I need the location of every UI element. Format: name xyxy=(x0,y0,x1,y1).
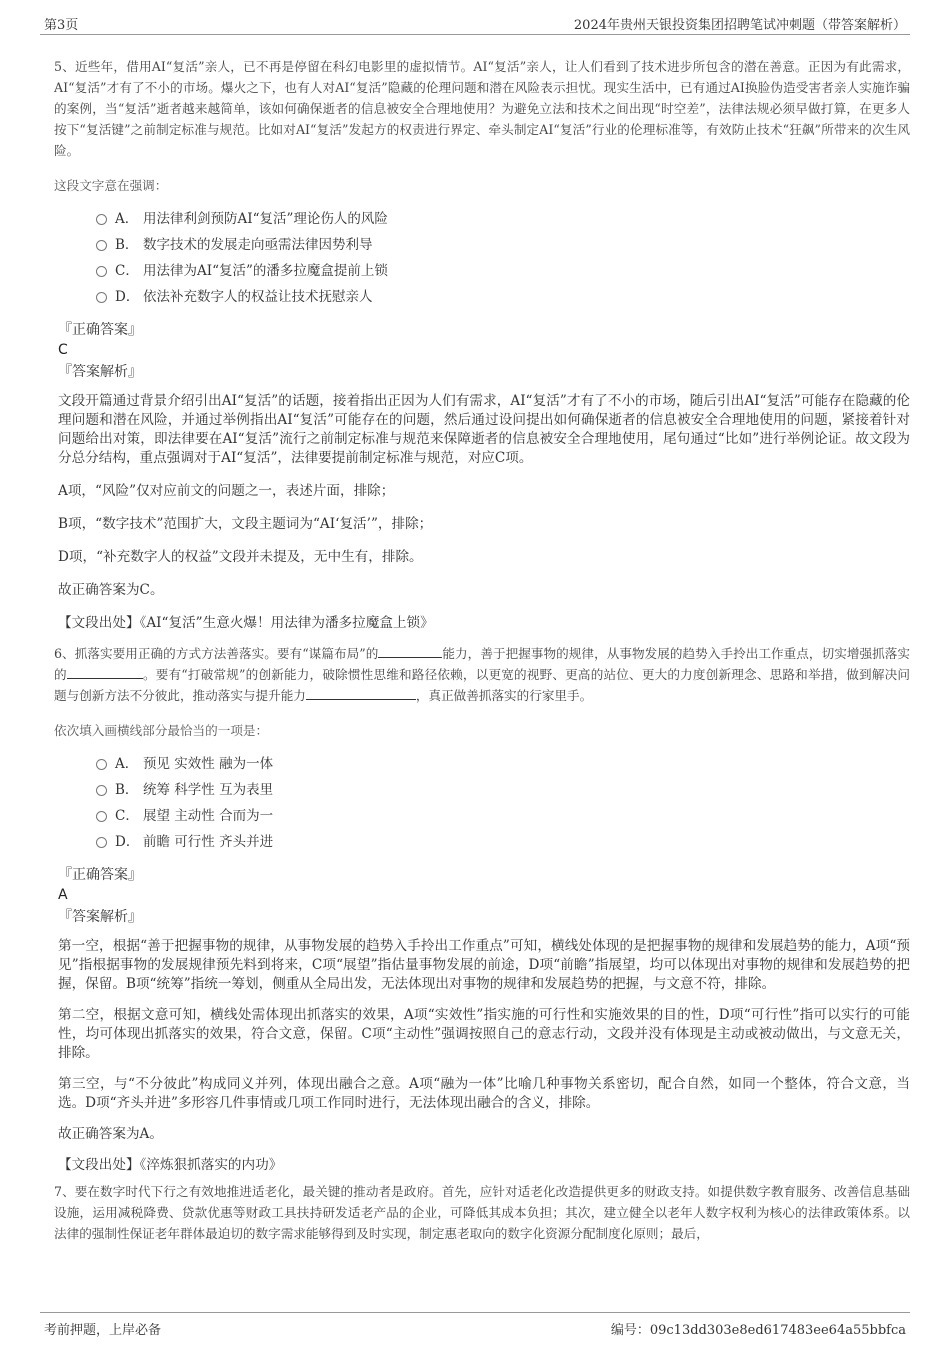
analysis-paragraph: D项，“补充数字人的权益”文段并未提及，无中生有，排除。 xyxy=(58,549,423,565)
question-prompt: 依次填入画横线部分最恰当的一项是： xyxy=(54,723,269,738)
footer-slogan: 考前押题，上岸必备 xyxy=(44,1323,162,1338)
option-a[interactable]: A． 用法律利剑预防AI“复活”理论伤人的风险 xyxy=(96,206,910,232)
analysis-paragraph: 第一空，根据“善于把握事物的规律，从事物发展的趋势入手拎出工作重点”可知，横线处体现的是把握事物的规律和发展趋势的能力，A项“预见”指根据事物的发展规律预先料到将来，C项“展望”指估量事物发展的前途，D项“前瞻”指展望，均可以体现出对事物的规律和发展趋势的把握，保留。B项“统筹”指统一筹划，侧重从全局出发，无法体现出对事物的规律和发展趋势的把握，与文意不符，排除。 xyxy=(58,938,910,992)
option-b[interactable]: B． 统筹 科学性 互为表里 xyxy=(96,777,910,803)
correct-answer: A xyxy=(58,887,68,903)
correct-answer: C xyxy=(58,342,68,358)
radio-icon[interactable] xyxy=(96,292,107,303)
radio-icon[interactable] xyxy=(96,759,107,770)
analysis-label: 『答案解析』 xyxy=(58,364,142,380)
options-list xyxy=(96,206,910,310)
analysis-paragraph: 文段开篇通过背景介绍引出AI“复活”的话题，接着指出正因为人们有需求，AI“复活”才有了不小的市场，随后引出AI“复活”可能存在隐藏的伦理问题和潜在风险，并通过举例指出AI“复活”可能存在的问题，然后通过设问提出如何确保逝者的信息被安全合理地使用的问题，紧接着针对问题给出对策，即法律要在AI“复活”流行之前制定标准与规范来保障逝者的信息被安全合理地使用，尾句通过“比如”进行举例论证。故文段为分总分结构，重点强调对于AI“复活”，法律要提前制定标准与规范，对应C项。 xyxy=(58,393,910,466)
page-number: 第3页 xyxy=(44,18,79,33)
radio-icon[interactable] xyxy=(96,240,107,251)
analysis-label: 『答案解析』 xyxy=(58,909,142,925)
option-c[interactable]: C． 展望 主动性 合而为一 xyxy=(96,803,910,829)
analysis-conclusion: 故正确答案为A。 xyxy=(58,1126,163,1142)
options-list xyxy=(96,751,910,855)
radio-icon[interactable] xyxy=(96,811,107,822)
option-d[interactable]: D． 依法补充数字人的权益让技术抚慰亲人 xyxy=(96,284,910,310)
option-c[interactable]: C． 用法律为AI“复活”的潘多拉魔盒提前上锁 xyxy=(96,258,910,284)
analysis-paragraph: B项，“数字技术”范围扩大，文段主题词为“AI‘复活’”，排除； xyxy=(58,516,433,532)
page-header xyxy=(40,12,910,35)
question-5 xyxy=(40,56,910,633)
document-body xyxy=(40,52,910,1244)
radio-icon[interactable] xyxy=(96,785,107,796)
question-stem: 6、抓落实要用正确的方式方法善落实。要有“谋篇布局”的 能力，善于把握事物的规律，从事物发展的趋势入手拎出工作重点，切实增强抓落实的 。要有“打破常规”的创新能力，破除惯性思维和路径依赖，以更宽的视野、更高的站位、更大的力度创新理念、思路和举措，做到解决问题与创新方法不分彼此，推动落实与提升能力 ，真正做善抓落实的行家里手。 xyxy=(54,646,910,703)
analysis-paragraph: A项，“风险”仅对应前文的问题之一，表述片面，排除； xyxy=(58,483,395,499)
fill-blank[interactable] xyxy=(378,645,442,658)
analysis-paragraph: 第二空，根据文意可知，横线处需体现出抓落实的效果，A项“实效性”指实施的可行性和实施效果的目的性，D项“可行性”指可以实行的可能性，均可体现出抓落实的效果，符合文意，保留。C项“主动性”强调按照自己的意志行动，文段并没有体现是主动或被动做出，与文意无关，排除。 xyxy=(58,1007,910,1061)
document-title: 2024年贵州天银投资集团招聘笔试冲刺题（带答案解析） xyxy=(573,18,906,33)
question-stem: 7、要在数字时代下行之有效地推进适老化，最关键的推动者是政府。首先，应针对适老化改造提供更多的财政支持。如提供数字教育服务、改善信息基础设施，运用减税降费、贷款优惠等财政工具扶持研发适老产品的企业，可降低其成本负担；其次，建立健全以老年人数字权利为核心的法律政策体系。以法律的强制性保证老年群体最迫切的数字需求能够得到及时实现，制定惠老取向的数字化资源分配制度化原则；最后， xyxy=(54,1184,910,1241)
source-citation: 【文段出处】《AI“复活”生意火爆！用法律为潘多拉魔盒上锁》 xyxy=(58,615,434,631)
question-prompt: 这段文字意在强调： xyxy=(54,178,168,193)
option-a[interactable]: A． 预见 实效性 融为一体 xyxy=(96,751,910,777)
question-6 xyxy=(40,643,910,1175)
analysis-conclusion: 故正确答案为C。 xyxy=(58,582,164,598)
analysis-paragraph: 第三空，与“不分彼此”构成同义并列，体现出融合之意。A项“融为一体”比喻几种事物关系密切，配合自然，如同一个整体，符合文意，当选。D项“齐头并进”多形容几件事情或几项工作同时进行，无法体现出融合的含义，排除。 xyxy=(58,1076,910,1111)
option-d[interactable]: D． 前瞻 可行性 齐头并进 xyxy=(96,829,910,855)
radio-icon[interactable] xyxy=(96,837,107,848)
radio-icon[interactable] xyxy=(96,266,107,277)
source-citation: 【文段出处】《淬炼狠抓落实的内功》 xyxy=(58,1157,283,1173)
fill-blank[interactable] xyxy=(306,687,416,700)
fill-blank[interactable] xyxy=(67,666,143,679)
question-7 xyxy=(40,1181,910,1244)
document-id: 编号：09c13dd303e8ed617483ee64a55bbfca xyxy=(610,1323,906,1338)
answer-label: 『正确答案』 xyxy=(58,867,142,883)
option-b[interactable]: B． 数字技术的发展走向亟需法律因势利导 xyxy=(96,232,910,258)
page-footer xyxy=(40,1312,910,1339)
radio-icon[interactable] xyxy=(96,214,107,225)
question-stem: 5、近些年，借用AI“复活”亲人，已不再是停留在科幻电影里的虚拟情节。AI“复活”亲人，让人们看到了技术进步所包含的潜在善意。正因为有此需求，AI“复活”才有了不小的市场。爆火之下，也有人对AI“复活”隐藏的伦理问题和潜在风险表示担忧。现实生活中，已有通过AI换脸伪造受害者亲人实施诈骗的案例，当“复活”逝者越来越简单，该如何确保逝者的信息被安全合理地使用？为避免立法和技术之间出现“时空差”，法律法规必须早做打算，在更多人按下“复活键”之前制定标准与规范。比如对AI“复活”发起方的权责进行界定、牵头制定AI“复活”行业的伦理标准等，有效防止技术“狂飙”所带来的次生风险。 xyxy=(54,59,910,158)
answer-label: 『正确答案』 xyxy=(58,322,142,338)
